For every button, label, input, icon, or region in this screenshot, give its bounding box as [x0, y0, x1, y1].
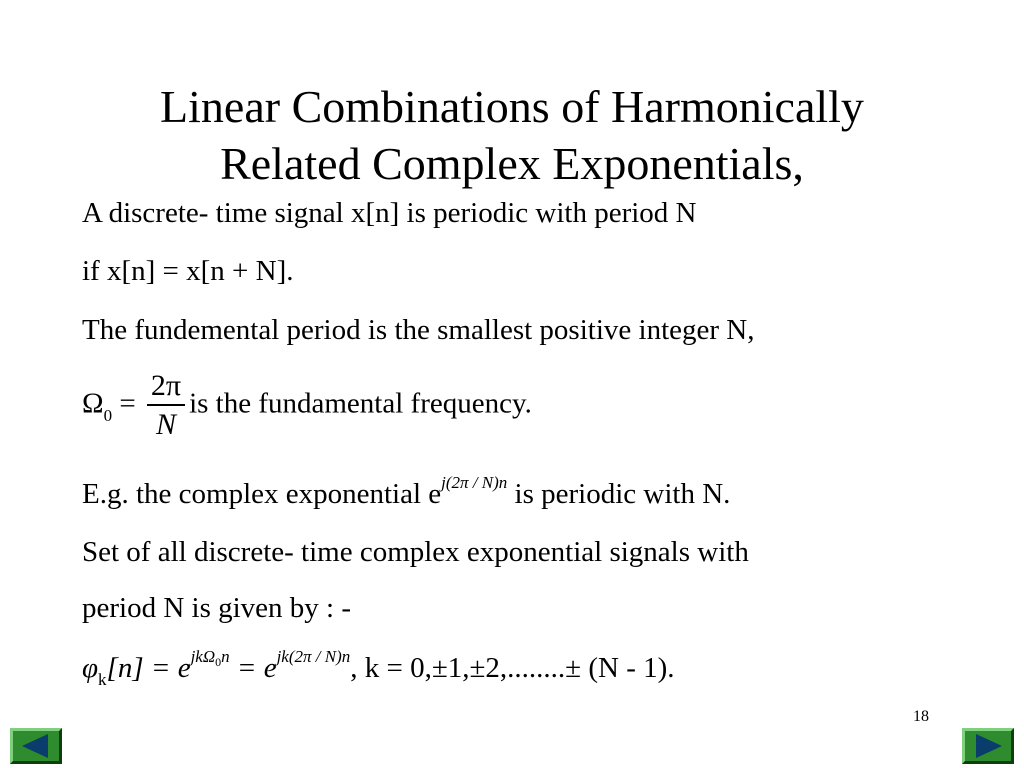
body-line-7: period N is given by : -	[82, 592, 352, 624]
page-number: 18	[913, 708, 929, 725]
phi-symbol: φ	[82, 652, 99, 684]
frequency-text: is the fundamental frequency.	[189, 387, 532, 420]
title-line-2: Related Complex Exponentials,	[220, 138, 804, 189]
exponent-1-subscript: 0	[215, 655, 222, 669]
exponent-1-main: jkΩ	[190, 647, 216, 666]
k-range: , k = 0,±1,±2,........± (N - 1).	[350, 652, 675, 684]
omega-symbol: Ω	[82, 387, 104, 420]
omega-subscript: 0	[103, 405, 113, 425]
next-slide-button[interactable]	[962, 728, 1014, 764]
previous-slide-button[interactable]	[10, 728, 62, 764]
phi-argument: [n] = e	[106, 652, 191, 684]
triangle-left-icon	[13, 731, 59, 761]
example-pre: E.g. the complex exponential e	[82, 478, 442, 510]
exponent-2: jk(2π / N)n	[276, 647, 351, 666]
fraction	[147, 368, 185, 444]
equals-e: = e	[229, 652, 277, 684]
body-line-5	[82, 473, 731, 511]
slide-title	[0, 78, 1024, 192]
example-exponent: j(2π / N)n	[441, 473, 508, 492]
fraction-numerator: 2π	[147, 368, 185, 406]
exponent-1	[190, 647, 230, 669]
body-line-3: The fundemental period is the smallest positive integer N,	[82, 314, 755, 346]
exponent-1-tail: n	[221, 647, 230, 666]
triangle-right-icon	[965, 731, 1011, 761]
phi-subscript: k	[98, 670, 107, 689]
example-post: is periodic with N.	[507, 478, 731, 510]
phi-formula	[82, 647, 675, 689]
fraction-denominator: N	[155, 408, 176, 441]
title-line-1: Linear Combinations of Harmonically	[160, 81, 864, 132]
body-line-1: A discrete- time signal x[n] is periodic with period N	[82, 197, 697, 229]
equals-sign: =	[112, 387, 143, 420]
frequency-formula	[82, 368, 532, 444]
body-line-2: if x[n] = x[n + N].	[82, 255, 294, 287]
body-line-6: Set of all discrete- time complex exponential signals with	[82, 536, 749, 568]
